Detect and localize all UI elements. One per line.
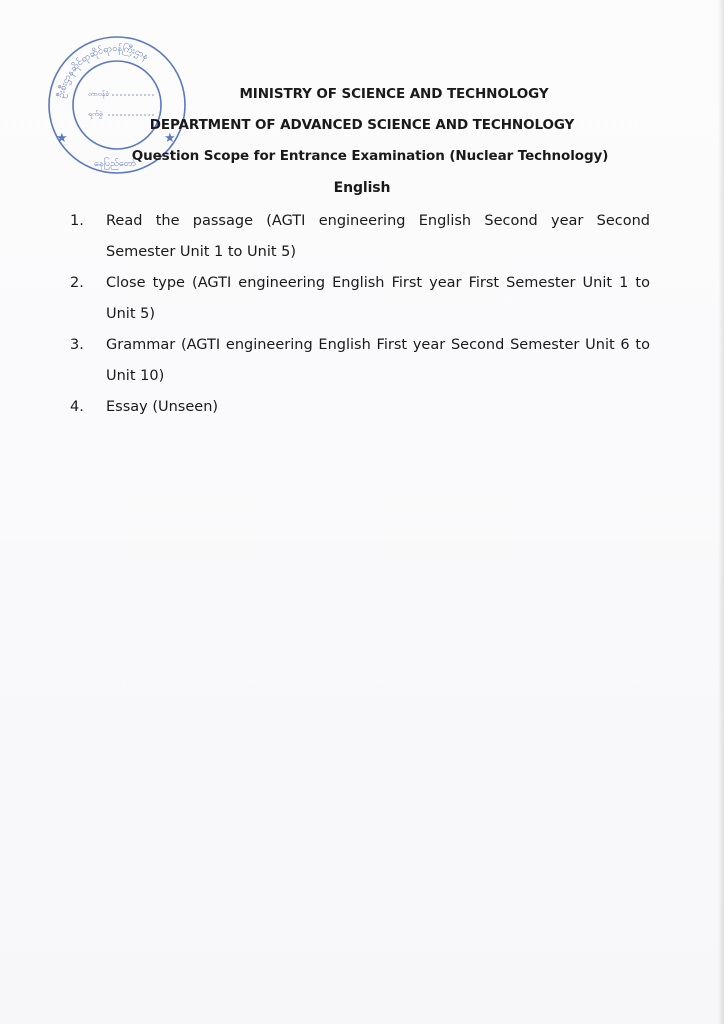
list-item-text: Essay (Unseen) — [106, 399, 219, 415]
department-heading: DEPARTMENT OF ADVANCED SCIENCE AND TECHNOLOGY — [149, 117, 575, 133]
list-item — [70, 392, 650, 423]
subject-heading: English — [333, 180, 391, 196]
list-item — [70, 330, 650, 392]
stamp-field-2: ရက်စွဲ — [88, 110, 103, 118]
list-item — [70, 268, 650, 330]
stamp-bottom-text: နေပြည်တော် — [94, 159, 137, 169]
stamp-ring-text: ဦးစီးဌာနဆိုင်ရာဆိုင်ရာဝန်ကြီးဌာန — [56, 43, 150, 99]
question-scope-list — [70, 206, 650, 423]
list-item-number: 2. — [70, 275, 84, 291]
list-item-number: 3. — [70, 337, 84, 353]
stamp-star-left-icon: ★ — [56, 131, 68, 146]
list-item-number: 4. — [70, 399, 84, 415]
list-item-number: 1. — [70, 213, 84, 229]
stamp-field-1: တာဝန်ခံ — [88, 90, 110, 98]
list-item-text: Read the passage (AGTI engineering English Second year Second Semester Unit 1 to Unit 5) — [106, 213, 650, 260]
list-item — [70, 206, 650, 268]
list-item-text: Grammar (AGTI engineering English First year Second Semester Unit 6 to Unit 10) — [106, 337, 650, 384]
ministry-heading: MINISTRY OF SCIENCE AND TECHNOLOGY — [239, 86, 549, 102]
list-item-text: Close type (AGTI engineering English First year First Semester Unit 1 to Unit 5) — [106, 275, 650, 322]
scope-heading: Question Scope for Entrance Examination (Nuclear Technology) — [131, 148, 609, 164]
stamp-star-right-icon: ★ — [164, 131, 176, 146]
